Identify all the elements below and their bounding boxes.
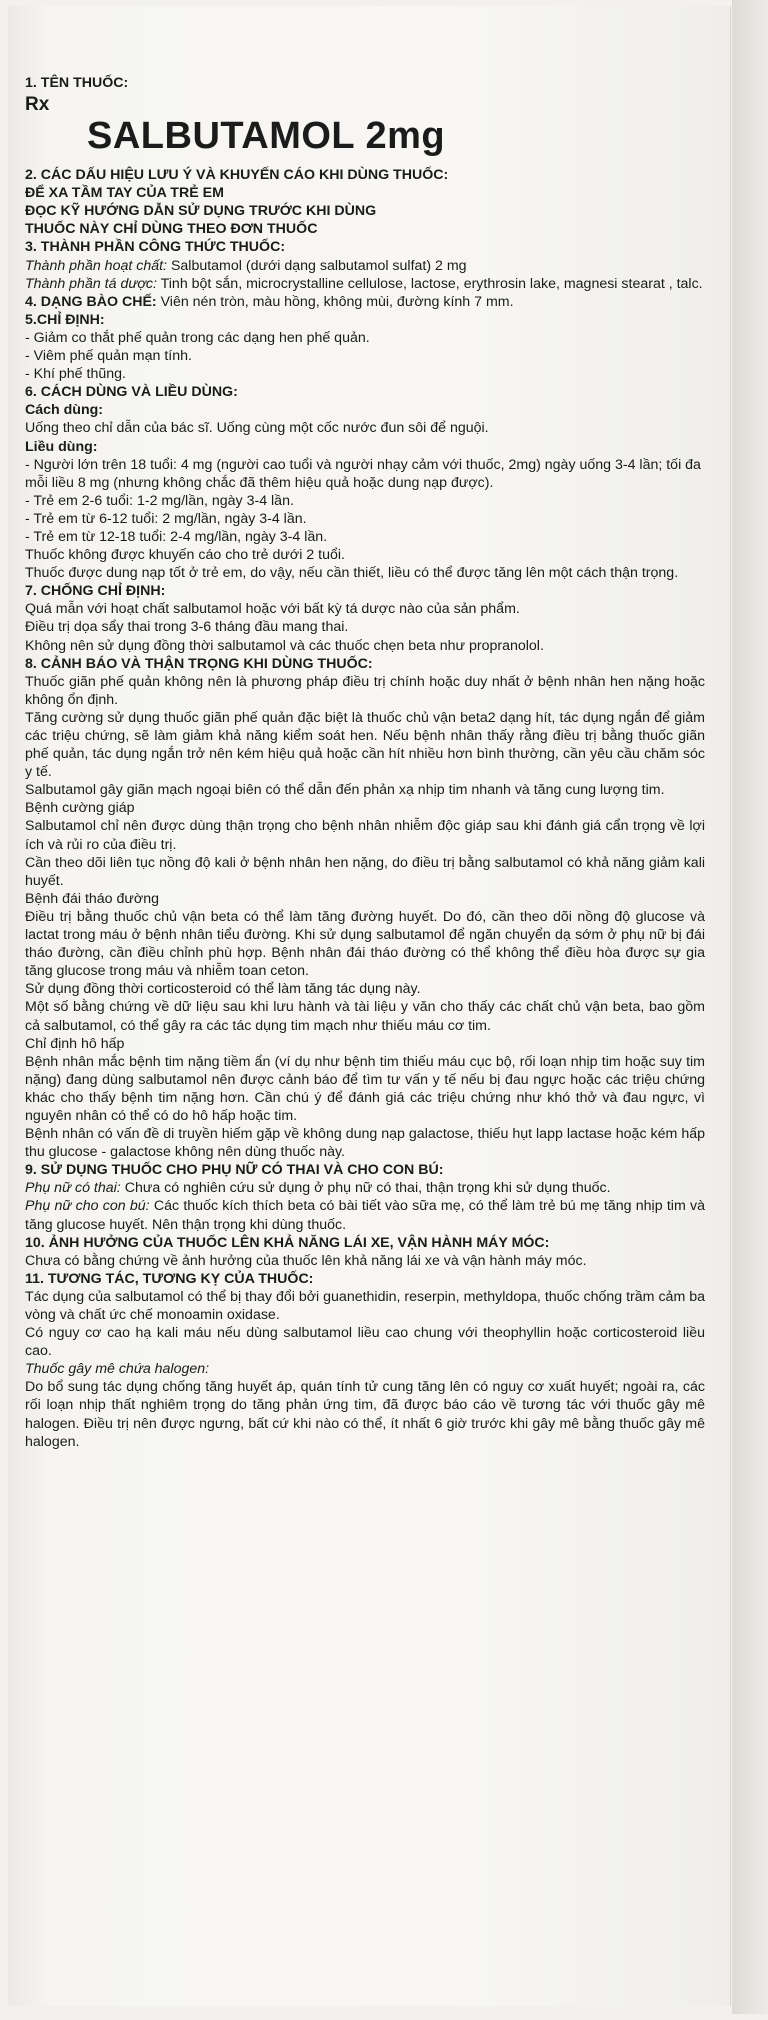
warning-paragraph: Thuốc giãn phế quản không nên là phương pháp điều trị chính hoặc duy nhất ở bệnh nhân hen nặng hoặc không ổn định. bbox=[25, 673, 705, 708]
dosage-line: Thuốc được dung nạp tốt ở trẻ em, do vậy, nếu cần thiết, liều có thể được tăng lên một cách thận trọng. bbox=[25, 565, 679, 582]
warning-line: ĐỂ XA TẦM TAY CỦA TRẺ EM bbox=[25, 185, 224, 202]
warning-paragraph: Salbutamol chỉ nên được dùng thận trọng cho bệnh nhân nhiễm độc giáp sau khi đánh giá cẩn trọng về lợi ích và rủi ro của điều trị. bbox=[25, 818, 705, 853]
indication-item: - Khí phế thũng. bbox=[25, 366, 126, 383]
warning-line: ĐỌC KỸ HƯỚNG DẪN SỬ DỤNG TRƯỚC KHI DÙNG bbox=[25, 203, 377, 220]
contraindication-line: Điều trị dọa sẩy thai trong 3-6 tháng đầu mang thai. bbox=[25, 619, 349, 636]
warning-paragraph: Salbutamol gây giãn mạch ngoại biên có thể dẫn đến phản xạ nhịp tim nhanh và tăng cung lượng tim. bbox=[25, 782, 665, 799]
section-11-title: 11. TƯƠNG TÁC, TƯƠNG KỴ CỦA THUỐC: bbox=[25, 1270, 314, 1287]
contraindication-line: Không nên sử dụng đồng thời salbutamol và các thuốc chẹn beta như propranolol. bbox=[25, 637, 544, 654]
how-to-use-text: Uống theo chỉ dẫn của bác sĩ. Uống cùng một cốc nước đun sôi để nguội. bbox=[25, 420, 489, 437]
breastfeeding-text: Các thuốc kích thích beta có bài tiết vào sữa mẹ, có thể làm trẻ bú mẹ tăng nhịp tim và tăng glucose huyết. Nên thận trọng khi dùng thuốc. bbox=[25, 1198, 705, 1233]
indication-item: - Giảm co thắt phế quản trong các dạng hen phế quản. bbox=[25, 329, 370, 346]
leaflet-sheet bbox=[8, 6, 730, 2006]
indication-item: - Viêm phế quản mạn tính. bbox=[25, 348, 192, 365]
active-ingredient-label: Thành phần hoạt chất: bbox=[25, 257, 167, 274]
section-6-title: 6. CÁCH DÙNG VÀ LIỀU DÙNG: bbox=[25, 384, 238, 401]
warning-subheading: Chỉ định hô hấp bbox=[25, 1035, 125, 1052]
section-4-title: 4. DẠNG BÀO CHẾ: bbox=[25, 293, 157, 310]
section-1-title: 1. TÊN THUỐC: bbox=[25, 75, 129, 91]
product-name: SALBUTAMOL 2mg bbox=[87, 115, 446, 158]
interaction-paragraph: Có nguy cơ cao hạ kali máu nếu dùng salbutamol liều cao chung với theophyllin hoặc corticosteroid liều cao. bbox=[25, 1325, 705, 1360]
warning-paragraph: Cần theo dõi liên tục nồng độ kali ở bệnh nhân hen nặng, do điều trị bằng salbutamol có khả năng giảm kali huyết. bbox=[25, 854, 705, 889]
warning-paragraph: Bệnh nhân mắc bệnh tim nặng tiềm ẩn (ví dụ như bệnh tim thiếu máu cục bộ, rối loạn nhịp tim hoặc suy tim nặng) đang dùng salbutamol nên được cảnh báo để tìm tư vấn y tế nếu bị đau ngực hoặc các triệu chứng khác cho thấy bệnh tim nặng hơn. Cần chú ý để đánh giá các triệu chứng như khó thở và đau ngực, vì nguyên nhân có thể có do hô hấp hoặc tim. bbox=[25, 1053, 705, 1124]
dosage-title: Liều dùng: bbox=[25, 438, 98, 455]
section-2-title: 2. CÁC DẤU HIỆU LƯU Ý VÀ KHUYẾN CÁO KHI DÙNG THUỐC: bbox=[25, 167, 449, 184]
pregnancy-paragraph bbox=[25, 1179, 705, 1197]
warning-line: THUỐC NÀY CHỈ DÙNG THEO ĐƠN THUỐC bbox=[25, 221, 318, 238]
warning-paragraph: Một số bằng chứng về dữ liệu sau khi lưu hành và tài liệu y văn cho thấy các chất chủ vận beta, bao gồm cả salbutamol, có thể gây ra các tác dụng tim mạch như thiếu máu cơ tim. bbox=[25, 999, 705, 1034]
section-4 bbox=[25, 293, 705, 311]
anesthetic-text: Do bổ sung tác dụng chống tăng huyết áp, quán tính tử cung tăng lên có nguy cơ xuất huyết; ngoài ra, các rối loạn nhịp thất nghiêm trọng do tăng phản ứng tim, đã được báo cáo về tương tác với thuốc gây mê halogen. Điều trị nên được ngưng, bất cứ khi nào có thể, ít nhất 6 giờ trước khi gây mê bằng thuốc gây mê halogen. bbox=[25, 1379, 705, 1450]
excipients bbox=[25, 275, 705, 293]
section-9-title: 9. SỬ DỤNG THUỐC CHO PHỤ NỮ CÓ THAI VÀ CHO CON BÚ: bbox=[25, 1162, 444, 1179]
leaflet-text bbox=[25, 74, 705, 1451]
anesthetic-label: Thuốc gây mê chứa halogen: bbox=[25, 1361, 210, 1378]
section-5-title: 5.CHỈ ĐỊNH: bbox=[25, 311, 105, 328]
warning-paragraph: Bệnh nhân có vấn đề di truyền hiếm gặp về không dung nạp galactose, thiếu hụt lapp lactase hoặc kém hấp thu glucose - galactose không nên dùng thuốc này. bbox=[25, 1126, 705, 1161]
breastfeeding-label: Phụ nữ cho con bú: bbox=[25, 1198, 150, 1215]
driving-text: Chưa có bằng chứng về ảnh hưởng của thuốc lên khả năng lái xe và vận hành máy móc. bbox=[25, 1252, 587, 1269]
page-edge-strip bbox=[732, 0, 768, 2014]
excipients-label: Thành phần tá dược: bbox=[25, 275, 157, 292]
how-to-use-title: Cách dùng: bbox=[25, 402, 104, 419]
section-7-title: 7. CHỐNG CHỈ ĐỊNH: bbox=[25, 583, 166, 600]
warning-subheading: Bệnh đái tháo đường bbox=[25, 890, 159, 907]
active-ingredient-text: Salbutamol (dưới dạng salbutamol sulfat) 2 mg bbox=[167, 257, 467, 274]
section-3-title: 3. THÀNH PHẦN CÔNG THỨC THUỐC: bbox=[25, 239, 286, 256]
dosage-line: - Trẻ em từ 6-12 tuổi: 2 mg/lần, ngày 3-4 lần. bbox=[25, 510, 307, 527]
warning-subheading: Bệnh cường giáp bbox=[25, 800, 135, 817]
pregnancy-text: Chưa có nghiên cứu sử dụng ở phụ nữ có thai, thận trọng khi sử dụng thuốc. bbox=[120, 1180, 611, 1197]
excipients-text: Tinh bột sắn, microcrystalline cellulose, lactose, erythrosin lake, magnesi stearat , talc. bbox=[156, 275, 703, 292]
dosage-line: - Trẻ em 2-6 tuổi: 1-2 mg/lần, ngày 3-4 lần. bbox=[25, 492, 294, 509]
dosage-line: - Người lớn trên 18 tuổi: 4 mg (người cao tuổi và người nhạy cảm với thuốc, 2mg) ngày uống 3-4 lần; tối đa mỗi liều 8 mg (nhưng không chắc đã thêm hiệu quả hoặc dung nạp được). bbox=[25, 456, 701, 491]
warning-paragraph: Sử dụng đồng thời corticosteroid có thể làm tăng tác dụng này. bbox=[25, 981, 421, 998]
active-ingredient bbox=[25, 257, 705, 275]
warning-paragraph: Điều trị bằng thuốc chủ vận beta có thể làm tăng đường huyết. Do đó, cần theo dõi nồng độ glucose và lactat trong máu ở bệnh nhân tiểu đường. Khi sử dụng salbutamol để ngăn chuyển dạ sớm ở phụ nữ bị đái tháo đường, cần điều chỉnh phù hợp. Bệnh nhân đái tháo đường có thể không thể điều hòa được sự gia tăng glucose trong máu và nhiễm toan ceton. bbox=[25, 908, 705, 980]
dosage-line: Thuốc không được khuyến cáo cho trẻ dưới 2 tuổi. bbox=[25, 547, 345, 564]
pregnancy-label: Phụ nữ có thai: bbox=[25, 1180, 121, 1197]
contraindication-line: Quá mẫn với hoạt chất salbutamol hoặc với bất kỳ tá dược nào của sản phẩm. bbox=[25, 601, 520, 618]
breastfeeding-paragraph bbox=[25, 1197, 705, 1233]
interaction-paragraph: Tác dụng của salbutamol có thể bị thay đổi bởi guanethidin, reserpin, methyldopa, thuốc chống trầm cảm ba vòng và chất ức chế monoamin oxidase. bbox=[25, 1288, 705, 1323]
section-8-title: 8. CẢNH BÁO VÀ THẬN TRỌNG KHI DÙNG THUỐC: bbox=[25, 655, 373, 672]
section-10-title: 10. ẢNH HƯỞNG CỦA THUỐC LÊN KHẢ NĂNG LÁI XE, VẬN HÀNH MÁY MÓC: bbox=[25, 1234, 550, 1251]
dosage-form-text: Viên nén tròn, màu hồng, không mùi, đường kính 7 mm. bbox=[156, 293, 514, 310]
warning-paragraph: Tăng cường sử dụng thuốc giãn phế quản đặc biệt là thuốc chủ vận beta2 dạng hít, tác dụng ngắn để giảm các triệu chứng, sẽ làm giảm khả năng kiểm soát hen. Nếu bệnh nhân thấy rằng điều trị bằng thuốc giãn phế quản, tác dụng ngắn trở nên kém hiệu quả hoặc cần hít nhiều hơn bình thường, cần yêu cầu chăm sóc y tế. bbox=[25, 709, 705, 781]
dosage-line: - Trẻ em từ 12-18 tuổi: 2-4 mg/lần, ngày 3-4 lần. bbox=[25, 528, 328, 545]
rx-mark: Rx bbox=[25, 94, 50, 116]
